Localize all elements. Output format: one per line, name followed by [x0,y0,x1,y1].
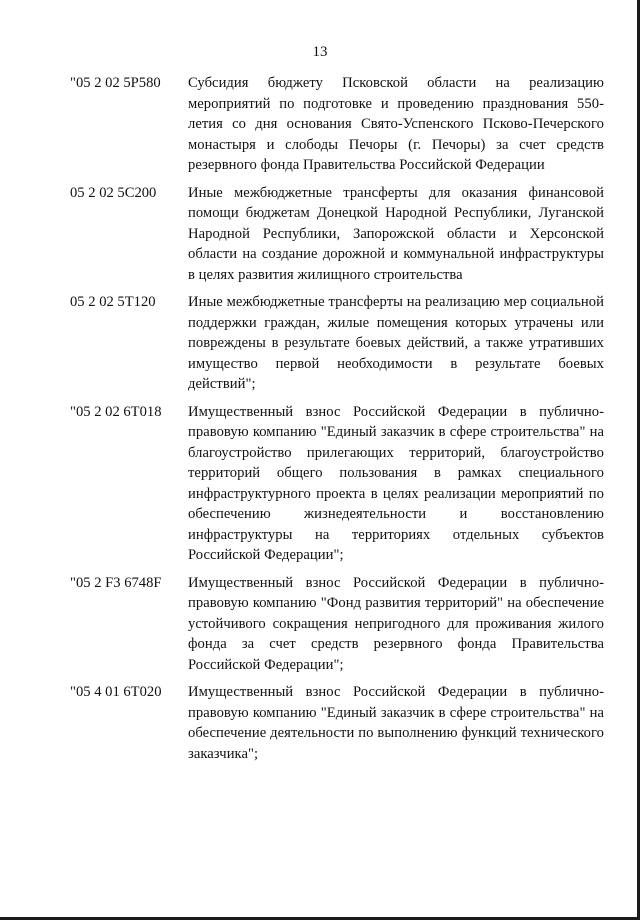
budget-entry [0,183,640,286]
budget-entry [0,573,640,676]
budget-code: "05 4 01 6Т020 [70,684,162,700]
budget-code: "05 2 02 6Т018 [70,403,162,420]
budget-description: Иные межбюджетные трансферты на реализацию мер социальной поддержки граждан, жилые помещения которых утрачены или повреждены в результате боевых действий, а также утративших имущество первой необходимости в результате боевых действий"; [188,294,604,392]
budget-code: 05 2 02 5С200 [70,184,157,201]
budget-entry [0,402,640,566]
budget-code-list [0,73,640,764]
budget-description: Иные межбюджетные трансферты для оказания финансовой помощи бюджетам Донецкой Народной Республики, Луганской Народной Республики, Запорожской области и Херсонской области на создание дорожной и коммунальной инфраструктуры в целях развития жилищного строительства [188,184,604,283]
budget-description: Имущественный взнос Российской Федерации в публично-правовую компанию "Единый заказчик в сфере строительства" на обеспечение деятельности по выполнению функций технического заказчика"; [188,684,604,762]
budget-description: Имущественный взнос Российской Федерации в публично-правовую компанию "Единый заказчик в сфере строительства" на благоустройство прилегающих территорий, благоустройство территорий общего пользования в рамках специального инфраструктурного проекта в целях реализации мероприятий по обеспечению жизнедеятельности и восстановлению инфраструктуры на территориях отдельных субъектов Российской Федерации"; [188,403,604,563]
budget-code: 05 2 02 5Т120 [70,294,156,310]
budget-entry [0,682,640,764]
budget-code: "05 2 02 5Р580 [70,75,161,91]
budget-entry [0,292,640,395]
budget-description: Имущественный взнос Российской Федерации в публично-правовую компанию "Фонд развития территорий" на обеспечение устойчивого сокращения непригодного для проживания жилого фонда за счет средств резервного фонда Правительства Российской Федерации"; [188,574,604,673]
budget-entry [0,73,640,176]
budget-description: Субсидия бюджету Псковской области на реализацию мероприятий по подготовке и проведению празднования 550-летия со дня основания Свято-Успенского Псково-Печерского монастыря и слободы Печоры (г. Печоры) за счет средств резервного фонда Правительства Российской Федерации [188,75,604,173]
budget-code: "05 2 F3 6748F [70,574,162,591]
page-number: 13 [312,44,328,60]
